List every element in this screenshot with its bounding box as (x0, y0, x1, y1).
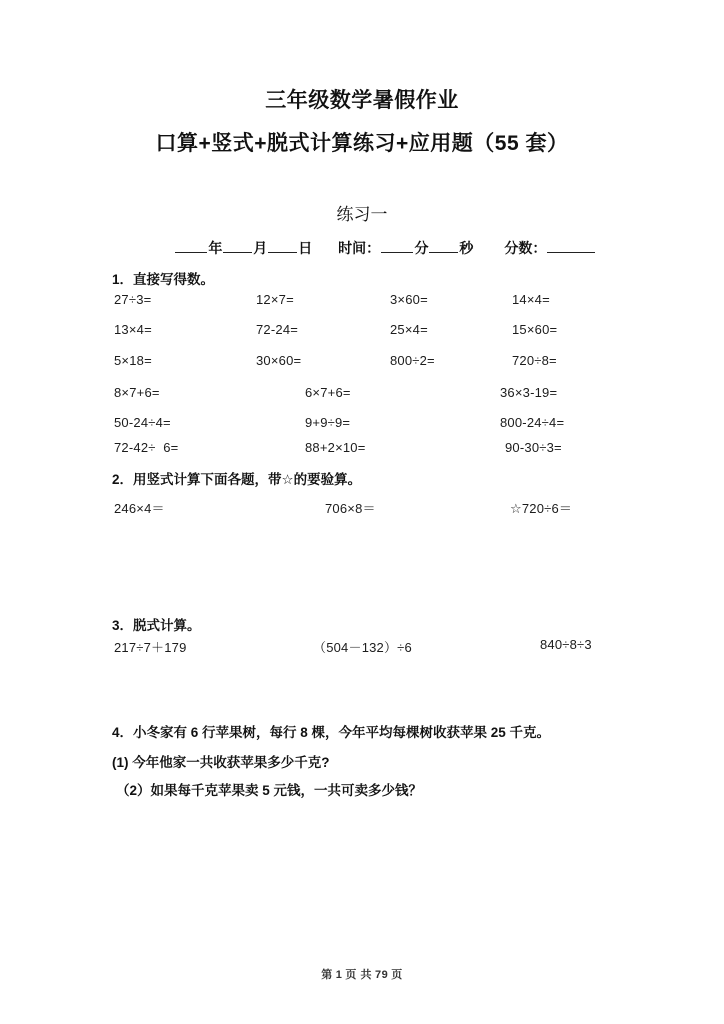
page-footer (0, 966, 724, 982)
problem-item: ☆720÷6＝ (510, 501, 573, 516)
month-blank (223, 238, 252, 253)
problem-item: 72-24= (256, 322, 299, 337)
day-blank (268, 238, 297, 253)
section-1-heading: 1．直接写得数。 (112, 272, 215, 287)
section-3-heading: 3．脱式计算。 (112, 618, 201, 633)
word-problem-question: (1) 今年他家一共收获苹果多少千克? (112, 755, 330, 770)
problem-item: 88+2×10= (305, 440, 366, 455)
problem-item: （504－132）÷6 (313, 640, 412, 655)
problem-item: 14×4= (512, 292, 550, 307)
problem-row (0, 498, 724, 518)
problem-item: 50-24÷4= (114, 415, 171, 430)
section-4-heading: 4．小冬家有 6 行苹果树，每行 8 棵，今年平均每棵树收获苹果 25 千克。 (112, 725, 551, 740)
year-blank (175, 238, 207, 253)
problem-row (0, 415, 724, 435)
problem-item: 90-30÷3= (505, 440, 562, 455)
problem-item: 720÷8= (512, 353, 557, 368)
month-label: 月 (253, 240, 268, 256)
problem-row (0, 637, 724, 657)
problem-item: 217÷7＋179 (114, 640, 187, 655)
footer-current-page: 1 (335, 969, 343, 981)
time-label: 时间： (338, 240, 381, 256)
word-problem-question: （2）如果每千克苹果卖 5 元钱，一共可卖多少钱？ (116, 783, 423, 798)
problem-item: 72-42÷ 6= (114, 440, 179, 455)
footer-suffix: 页 (391, 969, 403, 981)
problem-item: 13×4= (114, 322, 152, 337)
footer-total-pages: 79 (374, 969, 389, 981)
minute-label: 分 (414, 240, 429, 256)
problem-item: 706×8＝ (325, 501, 376, 516)
footer-prefix: 第 (321, 969, 333, 981)
problem-item: 246×4＝ (114, 501, 165, 516)
problem-row (0, 353, 724, 373)
problem-row (0, 440, 724, 460)
second-label: 秒 (459, 240, 474, 256)
footer-middle: 页 共 (345, 969, 372, 981)
minute-blank (381, 238, 413, 253)
problem-row (0, 292, 724, 312)
day-label: 日 (298, 240, 313, 256)
score-label: 分数： (504, 240, 547, 256)
worksheet-info-line (175, 238, 595, 258)
year-label: 年 (208, 240, 223, 256)
problem-item: 8×7+6= (114, 385, 160, 400)
exercise-title: 练习一 (336, 205, 388, 224)
problem-item: 36×3-19= (500, 385, 558, 400)
section-2-heading: 2．用竖式计算下面各题，带☆的要验算。 (112, 472, 362, 487)
problem-item: 5×18= (114, 353, 152, 368)
score-blank (547, 238, 595, 253)
problem-row (0, 322, 724, 342)
problem-row (0, 385, 724, 405)
second-blank (429, 238, 458, 253)
problem-item: 9+9÷9= (305, 415, 351, 430)
problem-item: 12×7= (256, 292, 294, 307)
document-subtitle: 口算+竖式+脱式计算练习+应用题（55 套） (155, 132, 569, 155)
problem-item: 800-24÷4= (500, 415, 565, 430)
problem-item: 25×4= (390, 322, 428, 337)
problem-item: 3×60= (390, 292, 428, 307)
problem-item: 27÷3= (114, 292, 152, 307)
problem-item: 6×7+6= (305, 385, 351, 400)
document-title: 三年级数学暑假作业 (265, 89, 459, 112)
problem-item: 15×60= (512, 322, 558, 337)
problem-item: 800÷2= (390, 353, 435, 368)
problem-item: 30×60= (256, 353, 302, 368)
problem-item: 840÷8÷3 (540, 637, 592, 652)
